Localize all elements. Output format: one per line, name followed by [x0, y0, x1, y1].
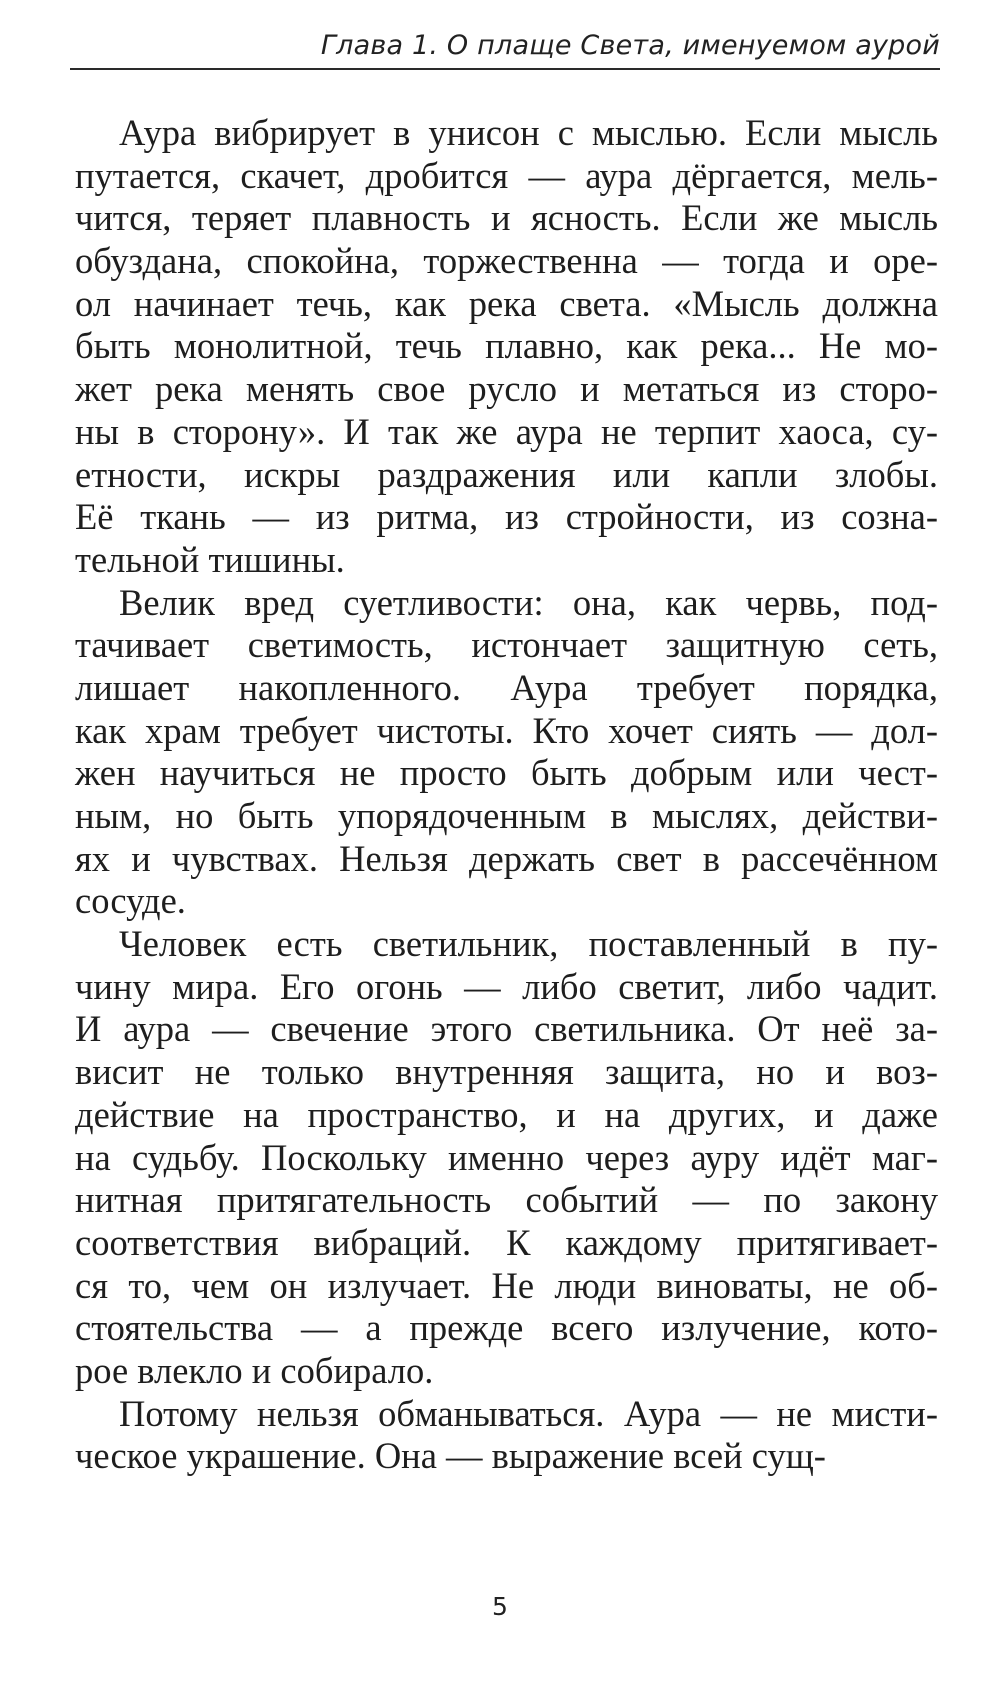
text-line: на судьбу. Поскольку именно через ауру идёт маг- [75, 1136, 938, 1178]
paragraph [75, 923, 938, 1393]
text-line: стоятельства — а прежде всего излучение, кото- [75, 1307, 938, 1349]
text-line: жет река менять свое русло и метаться из сторо- [75, 368, 938, 410]
text-line: ях и чувствах. Нельзя держать свет в рассечённом [75, 837, 938, 879]
text-line: ным, но быть упорядоченным в мыслях, действи- [75, 795, 938, 836]
text-line: Потому нельзя обманываться. Аура — не мисти- [119, 1392, 938, 1434]
running-header: Глава 1. О плаще Света, именуемом аурой [320, 30, 940, 61]
text-line: етности, искры раздражения или капли злобы. [75, 453, 938, 495]
text-line: рое влекло и собирало. [75, 1349, 434, 1391]
text-line: ны в сторону». И так же аура не терпит хаоса, су- [75, 410, 938, 452]
text-line: ся то, чем он излучает. Не люди виноваты, не об- [75, 1264, 938, 1306]
text-line: чится, теряет плавность и ясность. Если же мысль [75, 197, 938, 239]
page-number: 5 [492, 1592, 508, 1621]
text-line: тачивает светимость, истончает защитную сеть, [75, 624, 938, 666]
text-line: тельной тишины. [75, 538, 345, 580]
body-text [75, 112, 938, 1478]
text-line: Человек есть светильник, поставленный в пу- [119, 923, 938, 965]
text-line: ол начинает течь, как река света. «Мысль должна [75, 282, 938, 324]
paragraph [75, 582, 938, 924]
text-line: жен научиться не просто быть добрым или чест- [75, 752, 938, 794]
text-line: Аура вибрирует в унисон с мыслью. Если мысль [119, 112, 938, 153]
text-line: путается, скачет, дробится — аура дёргается, мель- [75, 154, 938, 196]
text-line: нитная притягательность событий — по закону [75, 1179, 938, 1221]
text-line: висит не только внутренняя защита, но и воз- [75, 1051, 938, 1093]
text-line: действие на пространство, и на других, и даже [75, 1093, 938, 1135]
text-line: соответствия вибраций. К каждому притягивает- [75, 1221, 938, 1263]
text-line: как храм требует чистоты. Кто хочет сиять — дол- [75, 709, 938, 751]
text-line: чину мира. Его огонь — либо светит, либо чадит. [75, 965, 938, 1007]
text-line: сосуде. [75, 880, 186, 922]
text-line: быть монолитной, течь плавно, как река... Не мо- [75, 325, 938, 367]
text-line: лишает накопленного. Аура требует порядка, [75, 666, 938, 708]
text-line: И аура — свечение этого светильника. От неё за- [75, 1008, 938, 1050]
text-line: Велик вред суетливости: она, как червь, под- [119, 581, 938, 623]
paragraph [75, 1393, 938, 1478]
text-line: обуздана, спокойна, торжественна — тогда и оре- [75, 240, 938, 282]
text-line: ческое украшение. Она — выражение всей сущ- [75, 1435, 826, 1477]
paragraph [75, 112, 938, 582]
text-line: Её ткань — из ритма, из стройности, из созна- [75, 496, 938, 538]
header-rule [70, 68, 940, 70]
